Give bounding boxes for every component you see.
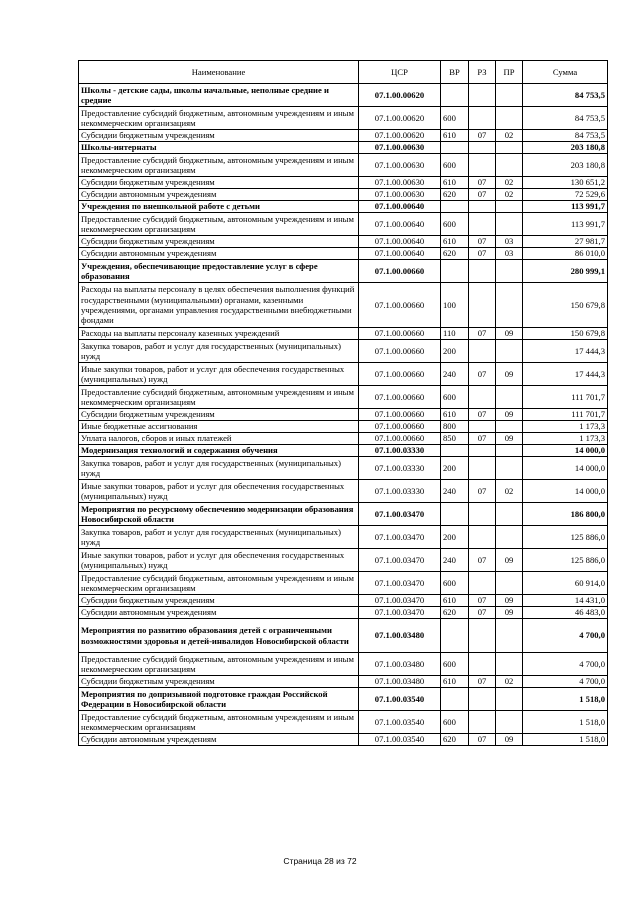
cell-rz: 07 (469, 734, 496, 746)
table-row-section (79, 84, 608, 107)
cell-csr: 07.1.00.00620 (359, 84, 441, 107)
cell-pr: 09 (496, 734, 523, 746)
cell-name: Расходы на выплаты персоналу казенных учреждений (79, 328, 359, 340)
cell-sum: 1 173,3 (523, 433, 608, 445)
cell-vr (441, 503, 469, 526)
cell-vr: 100 (441, 283, 469, 328)
cell-csr: 07.1.00.03540 (359, 688, 441, 711)
cell-csr: 07.1.00.00660 (359, 283, 441, 328)
cell-sum: 186 800,0 (523, 503, 608, 526)
cell-rz (469, 688, 496, 711)
cell-pr: 03 (496, 236, 523, 248)
table-row (79, 607, 608, 619)
cell-csr: 07.1.00.00620 (359, 130, 441, 142)
cell-csr: 07.1.00.00660 (359, 421, 441, 433)
cell-csr: 07.1.00.03330 (359, 480, 441, 503)
cell-pr (496, 421, 523, 433)
cell-sum: 203 180,8 (523, 154, 608, 177)
cell-sum: 4 700,0 (523, 619, 608, 653)
header-rz: РЗ (469, 61, 496, 84)
cell-name: Расходы на выплаты персоналу в целях обеспечения выполнения функций государственными (муниципальными) органами, казенными учреждениями, органами управления государственными внебюджетными фондами (79, 283, 359, 328)
cell-name: Субсидии бюджетным учреждениям (79, 177, 359, 189)
table-row (79, 213, 608, 236)
cell-sum: 111 701,7 (523, 386, 608, 409)
cell-vr (441, 142, 469, 154)
cell-name: Иные закупки товаров, работ и услуг для обеспечения государственных (муниципальных) нужд (79, 363, 359, 386)
cell-name: Предоставление субсидий бюджетным, автономным учреждениям и иным некоммерческим организациям (79, 572, 359, 595)
table-row (79, 248, 608, 260)
table-row (79, 734, 608, 746)
cell-csr: 07.1.00.00630 (359, 142, 441, 154)
cell-sum: 111 701,7 (523, 409, 608, 421)
cell-vr: 240 (441, 480, 469, 503)
table-row (79, 595, 608, 607)
cell-rz (469, 457, 496, 480)
cell-rz: 07 (469, 549, 496, 572)
cell-vr (441, 445, 469, 457)
cell-pr: 09 (496, 328, 523, 340)
cell-sum: 125 886,0 (523, 526, 608, 549)
cell-vr: 600 (441, 711, 469, 734)
cell-pr (496, 260, 523, 283)
cell-pr: 03 (496, 248, 523, 260)
cell-pr (496, 457, 523, 480)
cell-name: Предоставление субсидий бюджетным, автономным учреждениям и иным некоммерческим организациям (79, 154, 359, 177)
table-row-section (79, 260, 608, 283)
page-number: Страница 28 из 72 (283, 856, 357, 866)
cell-pr (496, 84, 523, 107)
cell-rz (469, 283, 496, 328)
cell-rz: 07 (469, 409, 496, 421)
cell-csr: 07.1.00.03540 (359, 711, 441, 734)
cell-vr: 600 (441, 213, 469, 236)
table-row (79, 572, 608, 595)
cell-name: Субсидии автономным учреждениям (79, 734, 359, 746)
cell-vr: 240 (441, 363, 469, 386)
cell-vr: 610 (441, 177, 469, 189)
cell-vr: 600 (441, 386, 469, 409)
cell-pr (496, 340, 523, 363)
cell-sum: 14 431,0 (523, 595, 608, 607)
cell-sum: 46 483,0 (523, 607, 608, 619)
cell-csr: 07.1.00.00660 (359, 386, 441, 409)
cell-rz (469, 503, 496, 526)
cell-vr: 110 (441, 328, 469, 340)
cell-name: Школы-интернаты (79, 142, 359, 154)
cell-pr: 02 (496, 177, 523, 189)
cell-pr: 09 (496, 549, 523, 572)
cell-rz (469, 386, 496, 409)
cell-pr (496, 619, 523, 653)
cell-rz: 07 (469, 363, 496, 386)
cell-sum: 17 444,3 (523, 363, 608, 386)
cell-csr: 07.1.00.00640 (359, 248, 441, 260)
cell-sum: 203 180,8 (523, 142, 608, 154)
cell-vr: 200 (441, 457, 469, 480)
table-row (79, 386, 608, 409)
cell-name: Иные бюджетные ассигнования (79, 421, 359, 433)
cell-name: Закупка товаров, работ и услуг для государственных (муниципальных) нужд (79, 340, 359, 363)
cell-name: Субсидии автономным учреждениям (79, 607, 359, 619)
cell-sum: 1 518,0 (523, 734, 608, 746)
table-row (79, 549, 608, 572)
cell-pr (496, 711, 523, 734)
cell-vr (441, 201, 469, 213)
cell-csr: 07.1.00.03470 (359, 549, 441, 572)
header-name: Наименование (79, 61, 359, 84)
cell-rz: 07 (469, 480, 496, 503)
table-row-section (79, 142, 608, 154)
cell-name: Субсидии автономным учреждениям (79, 189, 359, 201)
table-row (79, 177, 608, 189)
cell-rz: 07 (469, 189, 496, 201)
cell-rz (469, 526, 496, 549)
cell-rz (469, 445, 496, 457)
cell-vr: 600 (441, 572, 469, 595)
cell-csr: 07.1.00.00660 (359, 409, 441, 421)
header-sum: Сумма (523, 61, 608, 84)
cell-pr: 02 (496, 189, 523, 201)
cell-name: Закупка товаров, работ и услуг для государственных (муниципальных) нужд (79, 526, 359, 549)
cell-csr: 07.1.00.00660 (359, 260, 441, 283)
table-row (79, 480, 608, 503)
cell-pr: 09 (496, 363, 523, 386)
cell-sum: 125 886,0 (523, 549, 608, 572)
cell-rz: 07 (469, 248, 496, 260)
cell-name: Субсидии бюджетным учреждениям (79, 595, 359, 607)
cell-pr: 02 (496, 480, 523, 503)
cell-sum: 1 518,0 (523, 711, 608, 734)
cell-pr: 02 (496, 676, 523, 688)
cell-sum: 86 010,0 (523, 248, 608, 260)
cell-vr: 200 (441, 340, 469, 363)
cell-name: Предоставление субсидий бюджетным, автономным учреждениям и иным некоммерческим организациям (79, 213, 359, 236)
cell-vr: 600 (441, 154, 469, 177)
cell-name: Субсидии автономным учреждениям (79, 248, 359, 260)
cell-rz: 07 (469, 676, 496, 688)
cell-csr: 07.1.00.03470 (359, 572, 441, 595)
cell-sum: 27 981,7 (523, 236, 608, 248)
cell-csr: 07.1.00.03540 (359, 734, 441, 746)
cell-csr: 07.1.00.03480 (359, 653, 441, 676)
table-row (79, 653, 608, 676)
cell-pr: 09 (496, 409, 523, 421)
cell-pr (496, 572, 523, 595)
table-row (79, 340, 608, 363)
table-row-section (79, 619, 608, 653)
cell-vr (441, 688, 469, 711)
cell-csr: 07.1.00.00640 (359, 213, 441, 236)
cell-pr: 02 (496, 130, 523, 142)
cell-sum: 14 000,0 (523, 480, 608, 503)
table-row (79, 409, 608, 421)
cell-csr: 07.1.00.00660 (359, 328, 441, 340)
cell-csr: 07.1.00.03330 (359, 445, 441, 457)
cell-csr: 07.1.00.00640 (359, 201, 441, 213)
cell-sum: 130 651,2 (523, 177, 608, 189)
cell-name: Предоставление субсидий бюджетным, автономным учреждениям и иным некоммерческим организациям (79, 107, 359, 130)
cell-pr: 09 (496, 595, 523, 607)
cell-name: Предоставление субсидий бюджетным, автономным учреждениям и иным некоммерческим организациям (79, 653, 359, 676)
cell-name: Предоставление субсидий бюджетным, автономным учреждениям и иным некоммерческим организациям (79, 386, 359, 409)
cell-csr: 07.1.00.03470 (359, 595, 441, 607)
cell-sum: 60 914,0 (523, 572, 608, 595)
cell-csr: 07.1.00.03470 (359, 607, 441, 619)
cell-name: Уплата налогов, сборов и иных платежей (79, 433, 359, 445)
table-row (79, 676, 608, 688)
table-row-section (79, 688, 608, 711)
cell-csr: 07.1.00.00660 (359, 340, 441, 363)
cell-rz (469, 201, 496, 213)
header-csr: ЦСР (359, 61, 441, 84)
cell-vr (441, 260, 469, 283)
cell-rz (469, 711, 496, 734)
cell-name: Учреждения, обеспечивающие предоставление услуг в сфере образования (79, 260, 359, 283)
cell-pr: 09 (496, 433, 523, 445)
cell-sum: 113 991,7 (523, 213, 608, 236)
table-row (79, 236, 608, 248)
cell-rz (469, 260, 496, 283)
cell-pr (496, 283, 523, 328)
cell-vr: 610 (441, 409, 469, 421)
cell-csr: 07.1.00.03480 (359, 676, 441, 688)
cell-vr: 200 (441, 526, 469, 549)
table-row-section (79, 445, 608, 457)
cell-rz (469, 340, 496, 363)
table-row (79, 189, 608, 201)
cell-vr: 620 (441, 189, 469, 201)
cell-name: Предоставление субсидий бюджетным, автономным учреждениям и иным некоммерческим организациям (79, 711, 359, 734)
table-row-section (79, 201, 608, 213)
cell-rz (469, 107, 496, 130)
cell-vr: 610 (441, 676, 469, 688)
cell-rz: 07 (469, 177, 496, 189)
cell-pr (496, 107, 523, 130)
budget-table (78, 60, 608, 746)
cell-rz (469, 421, 496, 433)
cell-sum: 17 444,3 (523, 340, 608, 363)
cell-pr (496, 653, 523, 676)
cell-name: Мероприятия по допризывной подготовке граждан Российской Федерации в Новосибирской области (79, 688, 359, 711)
table-body (79, 84, 608, 746)
cell-sum: 4 700,0 (523, 676, 608, 688)
cell-vr (441, 619, 469, 653)
cell-sum: 150 679,8 (523, 283, 608, 328)
cell-rz (469, 653, 496, 676)
table-row (79, 711, 608, 734)
cell-rz (469, 84, 496, 107)
cell-sum: 280 999,1 (523, 260, 608, 283)
table-row (79, 130, 608, 142)
cell-sum: 1 518,0 (523, 688, 608, 711)
cell-rz: 07 (469, 130, 496, 142)
cell-rz (469, 142, 496, 154)
cell-rz: 07 (469, 607, 496, 619)
document-page (78, 60, 607, 746)
cell-rz: 07 (469, 328, 496, 340)
header-pr: ПР (496, 61, 523, 84)
cell-rz (469, 619, 496, 653)
cell-name: Мероприятия по ресурсному обеспечению модернизации образования Новосибирской области (79, 503, 359, 526)
cell-name: Иные закупки товаров, работ и услуг для обеспечения государственных (муниципальных) нужд (79, 549, 359, 572)
cell-name: Субсидии бюджетным учреждениям (79, 130, 359, 142)
cell-pr (496, 154, 523, 177)
table-row (79, 433, 608, 445)
cell-csr: 07.1.00.03330 (359, 457, 441, 480)
cell-csr: 07.1.00.00620 (359, 107, 441, 130)
cell-sum: 113 991,7 (523, 201, 608, 213)
cell-name: Школы - детские сады, школы начальные, неполные средние и средние (79, 84, 359, 107)
cell-sum: 84 753,5 (523, 84, 608, 107)
cell-rz: 07 (469, 595, 496, 607)
cell-pr (496, 201, 523, 213)
cell-sum: 4 700,0 (523, 653, 608, 676)
cell-csr: 07.1.00.00630 (359, 154, 441, 177)
cell-name: Модернизация технологий и содержания обучения (79, 445, 359, 457)
cell-pr (496, 386, 523, 409)
cell-csr: 07.1.00.00640 (359, 236, 441, 248)
cell-name: Субсидии бюджетным учреждениям (79, 236, 359, 248)
cell-pr (496, 445, 523, 457)
table-header-row (79, 61, 608, 84)
cell-pr (496, 213, 523, 236)
cell-csr: 07.1.00.03480 (359, 619, 441, 653)
cell-vr: 600 (441, 653, 469, 676)
cell-name: Мероприятия по развитию образования детей с ограниченными возможностями здоровья и детей-инвалидов Новосибирской области (79, 619, 359, 653)
cell-csr: 07.1.00.03470 (359, 526, 441, 549)
cell-sum: 14 000,0 (523, 445, 608, 457)
table-row (79, 107, 608, 130)
cell-csr: 07.1.00.00630 (359, 177, 441, 189)
table-row (79, 154, 608, 177)
cell-vr: 800 (441, 421, 469, 433)
cell-pr (496, 526, 523, 549)
cell-csr: 07.1.00.00660 (359, 433, 441, 445)
cell-name: Закупка товаров, работ и услуг для государственных (муниципальных) нужд (79, 457, 359, 480)
cell-rz (469, 154, 496, 177)
cell-sum: 1 173,3 (523, 421, 608, 433)
cell-sum: 84 753,5 (523, 107, 608, 130)
cell-name: Учреждения по внешкольной работе с детьми (79, 201, 359, 213)
cell-csr: 07.1.00.00660 (359, 363, 441, 386)
cell-rz: 07 (469, 236, 496, 248)
cell-vr (441, 84, 469, 107)
table-row (79, 328, 608, 340)
cell-pr (496, 142, 523, 154)
table-row (79, 283, 608, 328)
cell-rz: 07 (469, 433, 496, 445)
header-vr: ВР (441, 61, 469, 84)
cell-name: Субсидии бюджетным учреждениям (79, 409, 359, 421)
cell-sum: 14 000,0 (523, 457, 608, 480)
cell-vr: 600 (441, 107, 469, 130)
cell-csr: 07.1.00.03470 (359, 503, 441, 526)
cell-sum: 72 529,6 (523, 189, 608, 201)
cell-vr: 610 (441, 236, 469, 248)
cell-vr: 850 (441, 433, 469, 445)
table-row (79, 526, 608, 549)
table-row (79, 363, 608, 386)
cell-rz (469, 213, 496, 236)
cell-pr (496, 688, 523, 711)
cell-name: Иные закупки товаров, работ и услуг для обеспечения государственных (муниципальных) нужд (79, 480, 359, 503)
cell-sum: 150 679,8 (523, 328, 608, 340)
cell-pr (496, 503, 523, 526)
cell-vr: 620 (441, 607, 469, 619)
cell-vr: 610 (441, 595, 469, 607)
table-row (79, 457, 608, 480)
cell-csr: 07.1.00.00630 (359, 189, 441, 201)
table-row (79, 421, 608, 433)
cell-sum: 84 753,5 (523, 130, 608, 142)
cell-rz (469, 572, 496, 595)
table-row-section (79, 503, 608, 526)
cell-vr: 610 (441, 130, 469, 142)
cell-pr: 09 (496, 607, 523, 619)
cell-vr: 620 (441, 248, 469, 260)
cell-name: Субсидии бюджетным учреждениям (79, 676, 359, 688)
page-footer (0, 856, 640, 866)
cell-vr: 240 (441, 549, 469, 572)
cell-vr: 620 (441, 734, 469, 746)
